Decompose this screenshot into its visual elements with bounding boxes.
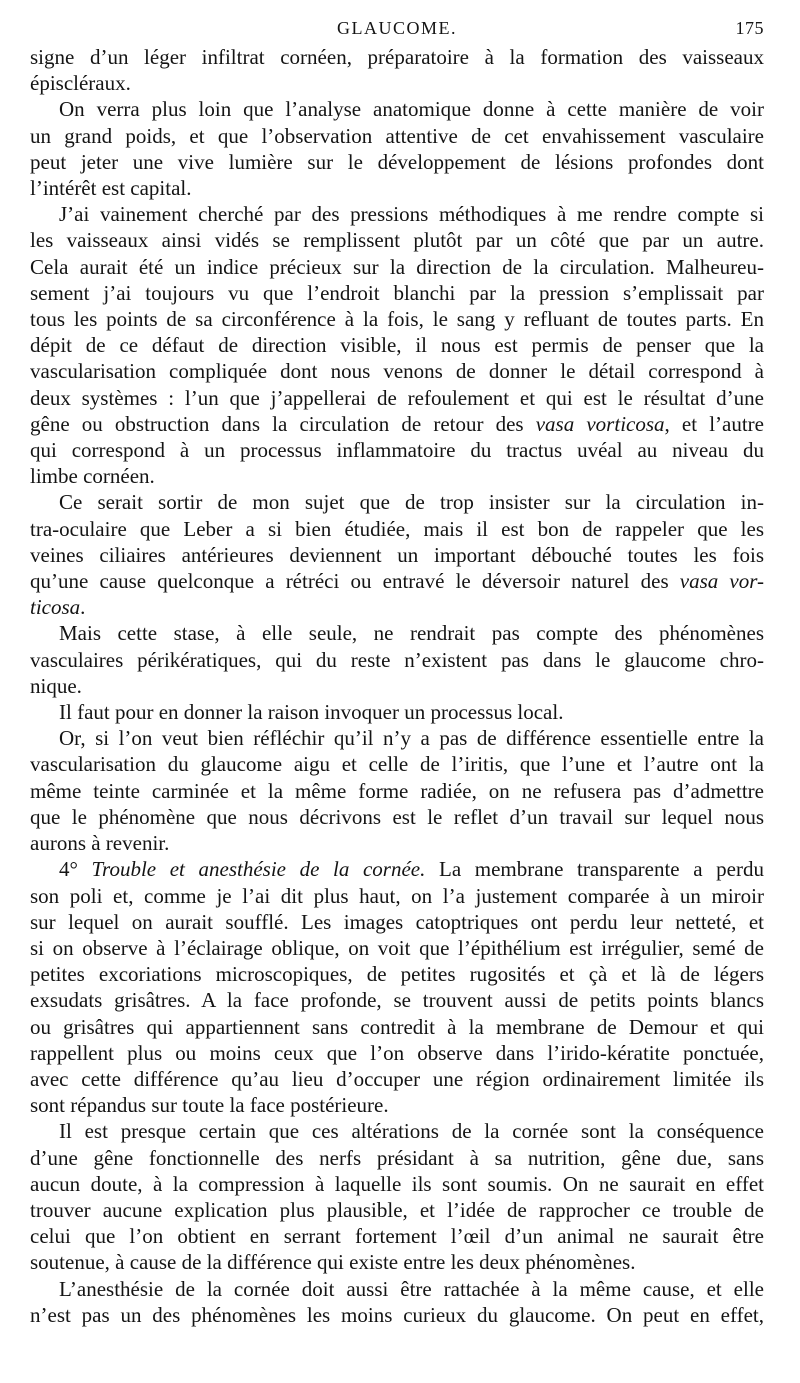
text-line: celui que l’on obtient en serrant fortement l’œil d’un animal ne saurait être	[30, 1224, 764, 1249]
text-line: limbe cornéen.	[30, 464, 155, 489]
paragraph	[30, 44, 764, 96]
text-line: les vaisseaux ainsi vidés se remplissent plutôt par un côté que par un autre.	[30, 228, 764, 253]
text-line: rappellent plus ou moins ceux que l’on observe dans l’irido-kératite ponctuée,	[30, 1040, 764, 1065]
text-line: qu’une cause quelconque a rétréci ou entravé le déversoir naturel des vasa vor-	[30, 569, 764, 594]
text-line: d’une gêne fonctionnelle des nerfs présidant à sa nutrition, gêne due, sans	[30, 1145, 764, 1170]
text-line: Cela aurait été un indice précieux sur la direction de la circulation. Malheureu-	[30, 254, 764, 279]
paragraph	[30, 620, 764, 699]
text-line: l’intérêt est capital.	[30, 176, 192, 201]
running-header	[30, 0, 764, 44]
text-line: exsudats grisâtres. A la face profonde, se trouvent aussi de petits points blancs	[30, 988, 764, 1013]
text-line: nique.	[30, 673, 82, 698]
text-line: épiscléraux.	[30, 71, 131, 96]
text-line: n’est pas un des phénomènes les moins curieux du glaucome. On peut en effet,	[30, 1302, 764, 1327]
text-line: dépit de ce défaut de direction visible, il nous est permis de penser que la	[30, 333, 764, 358]
text-line: veines ciliaires antérieures deviennent un important débouché toutes les fois	[30, 542, 764, 567]
paragraph	[30, 725, 764, 856]
book-page	[30, 0, 764, 1383]
text-line: vascularisation du glaucome aigu et celle de l’iritis, que l’une et l’autre ont la	[30, 752, 764, 777]
text-line: sont répandus sur toute la face postérieure.	[30, 1093, 389, 1118]
text-line: On verra plus loin que l’analyse anatomique donne à cette manière de voir	[59, 97, 764, 122]
paragraph	[30, 856, 764, 1118]
text-line: aurons à revenir.	[30, 831, 170, 856]
body-text	[30, 44, 764, 1328]
text-line: L’anesthésie de la cornée doit aussi être rattachée à la même cause, et elle	[59, 1276, 764, 1301]
text-line: aucun doute, à la compression à laquelle ils sont soumis. On ne saurait en effet	[30, 1171, 764, 1196]
text-line: Ce serait sortir de mon sujet que de trop insister sur la circulation in-	[59, 490, 764, 515]
text-line: ou grisâtres qui appartiennent sans contredit à la membrane de Demour et qui	[30, 1014, 764, 1039]
paragraph	[30, 489, 764, 620]
text-line: Mais cette stase, à elle seule, ne rendrait pas compte des phénomènes	[59, 621, 764, 646]
text-line: J’ai vainement cherché par des pressions méthodiques à me rendre compte si	[59, 202, 764, 227]
text-line: tous les points de sa circonférence à la fois, le sang y refluant de toutes parts. En	[30, 307, 764, 332]
text-line: un grand poids, et que l’observation attentive de cet envahissement vasculaire	[30, 123, 764, 148]
text-line: Il faut pour en donner la raison invoquer un processus local.	[59, 700, 564, 725]
text-line: signe d’un léger infiltrat cornéen, préparatoire à la formation des vaisseaux	[30, 45, 764, 69]
text-line: ticosa.	[30, 595, 86, 620]
text-line: soutenue, à cause de la différence qui existe entre les deux phénomènes.	[30, 1250, 636, 1275]
text-line: Il est presque certain que ces altérations de la cornée sont la conséquence	[59, 1119, 764, 1144]
paragraph	[30, 201, 764, 489]
text-line: son poli et, comme je l’ai dit plus haut, on l’a justement comparée à un miroir	[30, 883, 764, 908]
text-line: deux systèmes : l’un que j’appellerai de refoulement et qui est le résultat d’une	[30, 385, 764, 410]
text-line: si on observe à l’éclairage oblique, on voit que l’épithélium est irrégulier, semé de	[30, 935, 764, 960]
text-line: avec cette différence qu’au lieu d’occuper une région ordinairement limitée ils	[30, 1066, 764, 1091]
page-number: 175	[735, 18, 764, 38]
paragraph	[30, 96, 764, 201]
text-line: peut jeter une vive lumière sur le développement de lésions profondes dont	[30, 149, 764, 174]
text-line: Or, si l’on veut bien réfléchir qu’il n’y a pas de différence essentielle entre la	[59, 726, 764, 751]
text-line: même teinte carminée et la même forme radiée, on ne refusera pas d’admettre	[30, 778, 764, 803]
text-line: vasculaires périkératiques, qui du reste n’existent pas dans le glaucome chro-	[30, 647, 764, 672]
text-line: que le phénomène que nous décrivons est le reflet d’un travail sur lequel nous	[30, 804, 764, 829]
text-line: trouver aucune explication plus plausible, et l’idée de rapprocher ce trouble de	[30, 1197, 764, 1222]
text-line: gêne ou obstruction dans la circulation de retour des vasa vorticosa, et l’autre	[30, 411, 764, 436]
running-title: GLAUCOME.	[337, 18, 457, 38]
text-line: sur lequel on aurait soufflé. Les images catoptriques ont perdu leur netteté, et	[30, 909, 764, 934]
text-line: petites excoriations microscopiques, de petites rugosités et çà et là de légers	[30, 962, 764, 987]
text-line: vascularisation compliquée dont nous venons de donner le détail correspond à	[30, 359, 764, 384]
paragraph	[30, 699, 764, 725]
paragraph	[30, 1118, 764, 1275]
paragraph	[30, 1276, 764, 1328]
text-line: 4° Trouble et anesthésie de la cornée. La membrane transparente a perdu	[59, 857, 764, 882]
text-line: tra-oculaire que Leber a si bien étudiée, mais il est bon de rappeler que les	[30, 516, 764, 541]
text-line: qui correspond à un processus inflammatoire du tractus uvéal au niveau du	[30, 438, 764, 463]
text-line: sement j’ai toujours vu que l’endroit blanchi par la pression s’emplissait par	[30, 280, 764, 305]
